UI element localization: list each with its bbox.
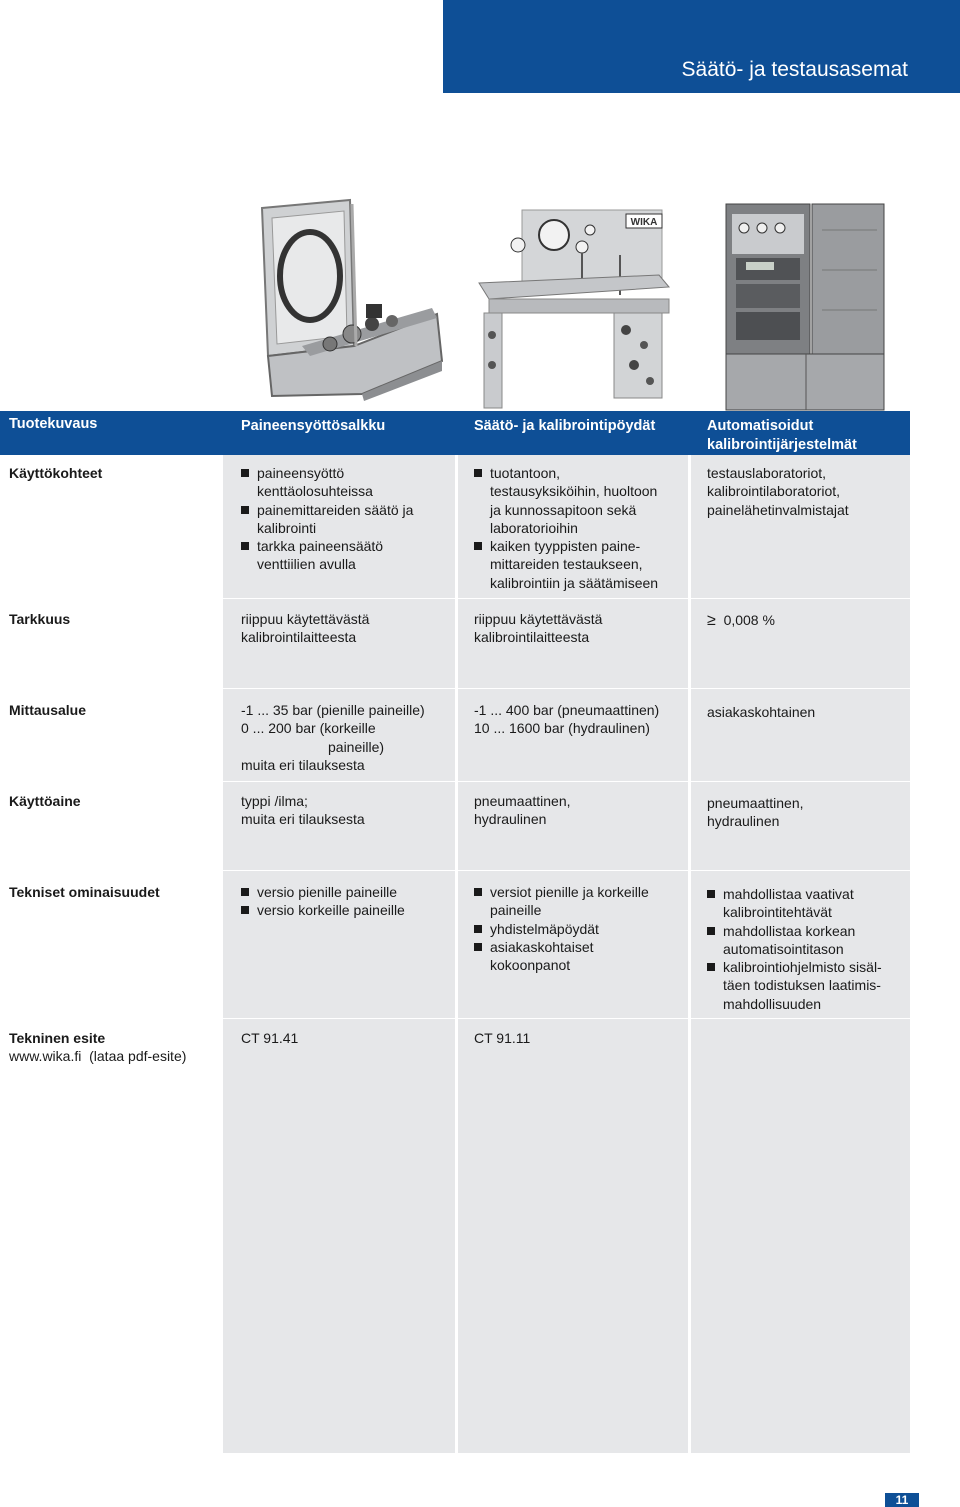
header-automated-systems-line1: Automatisoidut — [707, 418, 814, 434]
header-pressure-supply-case: Paineensyöttösalkku — [241, 418, 386, 434]
applications-col1 — [241, 464, 413, 574]
row-separator — [0, 688, 910, 689]
page-number: 11 — [885, 1493, 919, 1507]
row-label-range: Mittausalue — [9, 702, 87, 718]
features-col2 — [474, 883, 649, 974]
list-item: mahdollistaa korkean automatisointitason — [707, 922, 882, 959]
accuracy-col2: riippuu käytettävästä kalibrointilaitteesta — [474, 611, 603, 646]
accuracy-col1: riippuu käytettävästä kalibrointilaitteesta — [241, 611, 370, 646]
datasheet-col1: CT 91.41 — [241, 1030, 299, 1046]
calibration-table-photo — [474, 205, 674, 410]
row-separator — [0, 1018, 910, 1019]
list-item: painemittareiden säätö ja kalibrointi — [241, 501, 413, 538]
applications-col3: testauslaboratoriot, kalibrointilaboratoriot, painelähetinvalmistajat — [707, 465, 849, 518]
medium-col3: pneumaattinen, hydraulinen — [707, 795, 804, 830]
row-separator — [0, 598, 910, 599]
list-item: kaiken tyyppisten paine- mittareiden testaukseen, kalibrointiin ja säätämiseen — [474, 537, 658, 592]
row-separator — [0, 781, 910, 782]
features-col3 — [707, 885, 882, 1013]
greater-equal-symbol: ≥ — [707, 612, 716, 629]
row-label-applications: Käyttökohteet — [9, 465, 103, 481]
list-item: tarkka paineensäätö venttiilien avulla — [241, 537, 413, 574]
pressure-supply-case-photo — [232, 196, 444, 408]
header-product-description: Tuotekuvaus — [9, 416, 98, 432]
features-col1 — [241, 883, 405, 920]
row-separator — [0, 870, 910, 871]
range-col3: asiakaskohtainen — [707, 704, 816, 720]
list-item: versiot pienille ja korkeille paineille — [474, 883, 649, 920]
medium-col1: typpi /ilma; muita eri tilauksesta — [241, 793, 365, 828]
datasheet-link[interactable]: www.wika.fi (lataa pdf-esite) — [9, 1048, 187, 1064]
list-item: kalibrointiohjelmisto sisäl- täen todistuksen laatimis- mahdollisuuden — [707, 958, 882, 1013]
list-item: yhdistelmäpöydät — [474, 920, 649, 938]
row-label-accuracy: Tarkkuus — [9, 611, 71, 627]
range-col2: -1 ... 400 bar (pneumaattinen) 10 ... 1600 bar (hydraulinen) — [474, 702, 660, 737]
header-automated-systems-line2: kalibrointijärjestelmät — [707, 437, 857, 453]
column-divider — [688, 411, 691, 1453]
list-item: mahdollistaa vaativat kalibrointitehtävät — [707, 885, 882, 922]
title-bar — [443, 0, 960, 93]
header-calibration-tables: Säätö- ja kalibrointipöydät — [474, 418, 656, 434]
list-item: versio korkeille paineille — [241, 901, 405, 919]
row-label-medium: Käyttöaine — [9, 793, 81, 809]
list-item: versio pienille paineille — [241, 883, 405, 901]
row-label-datasheet: Tekninen esite — [9, 1030, 106, 1046]
range-col1: -1 ... 35 bar (pienille paineille) 0 ... 200 bar (korkeille paineille) muita eri tilauksesta — [241, 702, 425, 773]
automated-system-cabinet-photo — [722, 200, 888, 416]
medium-col2: pneumaattinen, hydraulinen — [474, 793, 571, 828]
list-item: paineensyöttö kenttäolosuhteissa — [241, 464, 413, 501]
column-divider — [455, 411, 458, 1453]
row-label-features: Tekniset ominaisuudet — [9, 884, 160, 900]
table-header-row — [0, 411, 910, 455]
page-title: Säätö- ja testausasemat — [681, 58, 908, 81]
datasheet-col2: CT 91.11 — [474, 1030, 531, 1046]
wika-logo: WIKA — [630, 217, 658, 228]
applications-col2 — [474, 464, 658, 592]
accuracy-col3: ≥ 0,008 % — [707, 612, 775, 629]
list-item: asiakaskohtaiset kokoonpanot — [474, 938, 649, 975]
list-item: tuotantoon, testausyksiköihin, huoltoon ja kunnossapitoon sekä laboratorioihin — [474, 464, 658, 537]
